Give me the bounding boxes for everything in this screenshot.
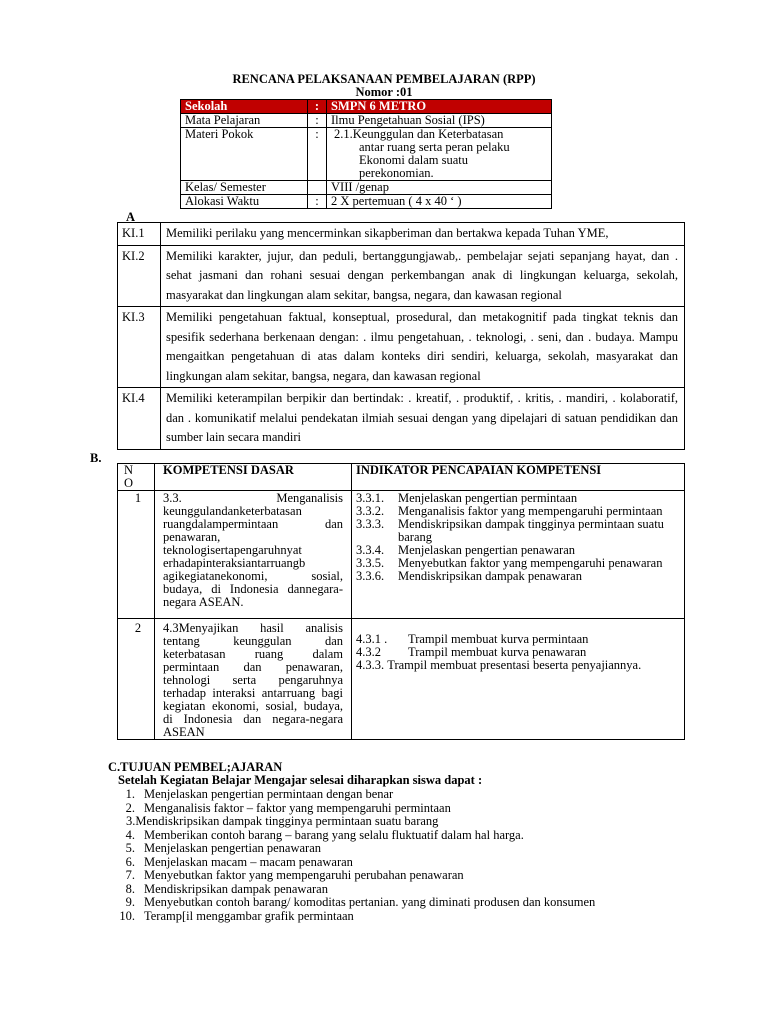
kd-row xyxy=(118,619,685,740)
ki-code: KI.3 xyxy=(118,307,161,388)
materi-line: 2.1.Keunggulan dan Keterbatasan xyxy=(334,127,504,141)
objective-number: 4. xyxy=(125,827,135,842)
section-c-intro: Setelah Kegiatan Belajar Mengajar selesai diharapkan siswa dapat : xyxy=(118,773,483,787)
objective-number: 9. xyxy=(125,895,135,909)
materi-line: perekonomian. xyxy=(359,166,434,180)
objective-text: Mendiskripsikan dampak penawaran xyxy=(144,881,328,896)
objective-item xyxy=(110,842,595,856)
kd-row-number: 1 xyxy=(118,491,155,619)
objective-text: Menyebutkan faktor yang mempengaruhi perubahan penawaran xyxy=(144,868,464,882)
section-b-label: B. xyxy=(90,451,102,465)
kd-header-row xyxy=(118,464,685,491)
indicator-item xyxy=(356,659,680,672)
ki-text: Memiliki pengetahuan faktual, konseptual, prosedural, dan metakognitif pada tingkat teknis dan spesifik sederhana berkenaan dengan: . ilmu pengetahuan, . teknologi, . seni, dan . budaya. Mampu mengaitkan pengetahuan di atas dalam konteks diri sendiri, keluarga, sekolah, masyarakat dan lingkungan alam sekitar, bangsa, negara, dan kawasan regional xyxy=(161,307,685,388)
objective-number: 10. xyxy=(119,908,135,923)
ki-code: KI.4 xyxy=(118,388,161,450)
ki-row xyxy=(118,307,685,388)
indicator-text: Menjelaskan pengertian permintaan xyxy=(398,491,578,505)
objective-number: 2. xyxy=(125,800,135,815)
info-separator xyxy=(308,181,327,195)
indicator-number: 3.3.3. xyxy=(356,517,385,531)
kd-header-no-line: N xyxy=(124,463,134,477)
objective-text: Menjelaskan pengertian permintaan dengan benar xyxy=(144,787,394,801)
ki-text: Memiliki keterampilan berpikir dan bertindak: . kreatif, . produktif, . kritis, . mandiri, . kolaboratif, dan . komunikatif melalui pendekatan ilmiah sesuai dengan yang dipelajari di satuan pendidikan dan sumber lain secara mandiri xyxy=(161,388,685,450)
info-separator: : xyxy=(308,100,327,114)
objective-item xyxy=(110,802,595,816)
info-row-alokasi-waktu xyxy=(181,195,552,209)
kd-header-no-line: O xyxy=(124,476,134,490)
indicator-text: Trampil membuat kurva permintaan xyxy=(408,632,589,646)
kd-header-no xyxy=(118,464,155,491)
info-separator: : xyxy=(308,128,327,181)
indicator-number: 3.3.6. xyxy=(356,569,385,583)
info-row-kelas-semester xyxy=(181,181,552,195)
kd-row-number: 2 xyxy=(118,619,155,740)
materi-line: antar ruang serta peran pelaku xyxy=(359,140,510,154)
objective-number: 8. xyxy=(125,881,135,896)
kd-text: 3.3. Menganalisis keunggulandanketerbatasan ruangdalampermintaan dan penawaran, teknologisertapengaruhnyat erhadapinteraksiantarruangb agikegiatanekonomi, sosial, budaya, di Indonesia dannegara-negara ASEAN. xyxy=(155,491,352,619)
info-value: Ilmu Pengetahuan Sosial (IPS) xyxy=(327,114,552,128)
objective-text: Menjelaskan macam – macam penawaran xyxy=(144,854,353,869)
indicator-number: 3.3.2. xyxy=(356,504,385,518)
indicator-item xyxy=(356,570,680,583)
objective-number: 5. xyxy=(125,841,135,855)
ki-text: Memiliki perilaku yang mencerminkan sikapberiman dan bertakwa kepada Tuhan YME, xyxy=(161,223,685,246)
info-separator: : xyxy=(308,114,327,128)
materi-line: Ekonomi dalam suatu xyxy=(359,153,469,167)
info-row-sekolah xyxy=(181,100,552,114)
objective-item xyxy=(110,788,595,802)
ki-row xyxy=(118,223,685,246)
kd-row xyxy=(118,491,685,619)
info-value xyxy=(327,128,552,181)
objective-number: 1. xyxy=(125,787,135,801)
info-label: Alokasi Waktu xyxy=(181,195,308,209)
objective-text: Mendiskripsikan dampak tingginya permintaan suatu barang xyxy=(135,814,439,828)
indicator-text: Menjelaskan pengertian penawaran xyxy=(398,543,576,557)
objective-item xyxy=(110,896,595,910)
indicator-text: Menyebutkan faktor yang mempengaruhi penawaran xyxy=(398,556,663,570)
info-separator: : xyxy=(308,195,327,209)
indicator-text: Trampil membuat presentasi beserta penyajiannya. xyxy=(387,658,642,672)
indicator-number: 4.3.2 xyxy=(356,645,381,659)
indicator-text: Menganalisis faktor yang mempengaruhi permintaan xyxy=(398,504,663,518)
kd-text: 4.3Menyajikan hasil analisis tentang keunggulan dan keterbatasan ruang dalam permintaan dan penawaran, tehnologi serta pengaruhnya terhadap interaksi antarruang bagi kegiatan ekonomi, sosial, budaya, di Indonesia dan negara-negara ASEAN xyxy=(155,619,352,740)
indicator-number: 4.3.3. xyxy=(356,658,385,672)
section-c-title: C.TUJUAN PEMBEL;AJARAN xyxy=(108,760,283,774)
kd-header-kd: KOMPETENSI DASAR xyxy=(155,464,352,491)
indicator-item xyxy=(356,518,680,544)
info-value: VIII /genap xyxy=(327,181,552,195)
info-row-materi-pokok xyxy=(181,128,552,181)
objective-text: Menganalisis faktor – faktor yang mempengaruhi permintaan xyxy=(144,800,451,815)
indicator-number: 4.3.1 . xyxy=(356,632,388,646)
ki-code: KI.2 xyxy=(118,245,161,307)
objective-number: 6. xyxy=(125,854,135,869)
objective-item xyxy=(110,883,595,897)
document-number: Nomor :01 xyxy=(355,85,413,99)
info-row-mata-pelajaran xyxy=(181,114,552,128)
indicator-number: 3.3.4. xyxy=(356,543,385,557)
indicator-number: 3.3.5. xyxy=(356,556,385,570)
objective-text: Menyebutkan contoh barang/ komoditas pertanian. yang diminati produsen dan konsumen xyxy=(144,895,596,909)
objective-item xyxy=(110,829,595,843)
indicator-text: Mendiskripsikan dampak tingginya permintaan suatu barang xyxy=(398,517,664,544)
info-table xyxy=(180,99,552,209)
ki-text: Memiliki karakter, jujur, dan peduli, bertanggungjawab,. pembelajar sejati sepanjang hayat, dan . sehat jasmani dan rohani sesuai dengan perkembangan anak di lingkungan keluarga, sekolah, masyarakat dan lingkungan alam sekitar, bangsa, negara, dan kawasan regional xyxy=(161,245,685,307)
kompetensi-dasar-table xyxy=(117,463,685,740)
indicator-number: 3.3.1. xyxy=(356,491,385,505)
info-value: SMPN 6 METRO xyxy=(327,100,552,114)
info-label: Materi Pokok xyxy=(181,128,308,181)
kd-header-indicator: INDIKATOR PENCAPAIAN KOMPETENSI xyxy=(352,464,685,491)
objective-item xyxy=(110,869,595,883)
objective-text: Menjelaskan pengertian penawaran xyxy=(144,841,322,855)
info-label: Kelas/ Semester xyxy=(181,181,308,195)
section-a-label: A xyxy=(126,210,136,224)
info-label: Mata Pelajaran xyxy=(181,114,308,128)
objective-number: 7. xyxy=(125,868,135,882)
info-label: Sekolah xyxy=(181,100,308,114)
learning-objectives-list xyxy=(110,788,595,923)
ki-code: KI.1 xyxy=(118,223,161,246)
objective-text: Memberikan contoh barang – barang yang selalu fluktuatif dalam hal harga. xyxy=(144,827,524,842)
objective-item xyxy=(110,815,595,829)
indicator-text: Trampil membuat kurva penawaran xyxy=(408,645,587,659)
objective-item xyxy=(110,910,595,924)
document-title: RENCANA PELAKSANAAN PEMBELAJARAN (RPP) xyxy=(232,72,536,86)
objective-number: 3. xyxy=(126,814,136,828)
indicator-text: Mendiskripsikan dampak penawaran xyxy=(398,569,582,583)
indicator-list xyxy=(352,491,685,619)
objective-text: Teramp[il menggambar grafik permintaan xyxy=(144,908,354,923)
indicator-list xyxy=(352,619,685,740)
ki-row xyxy=(118,245,685,307)
objective-item xyxy=(110,856,595,870)
ki-row xyxy=(118,388,685,450)
info-value: 2 X pertemuan ( 4 x 40 ‘ ) xyxy=(327,195,552,209)
kompetensi-inti-table xyxy=(117,222,685,450)
